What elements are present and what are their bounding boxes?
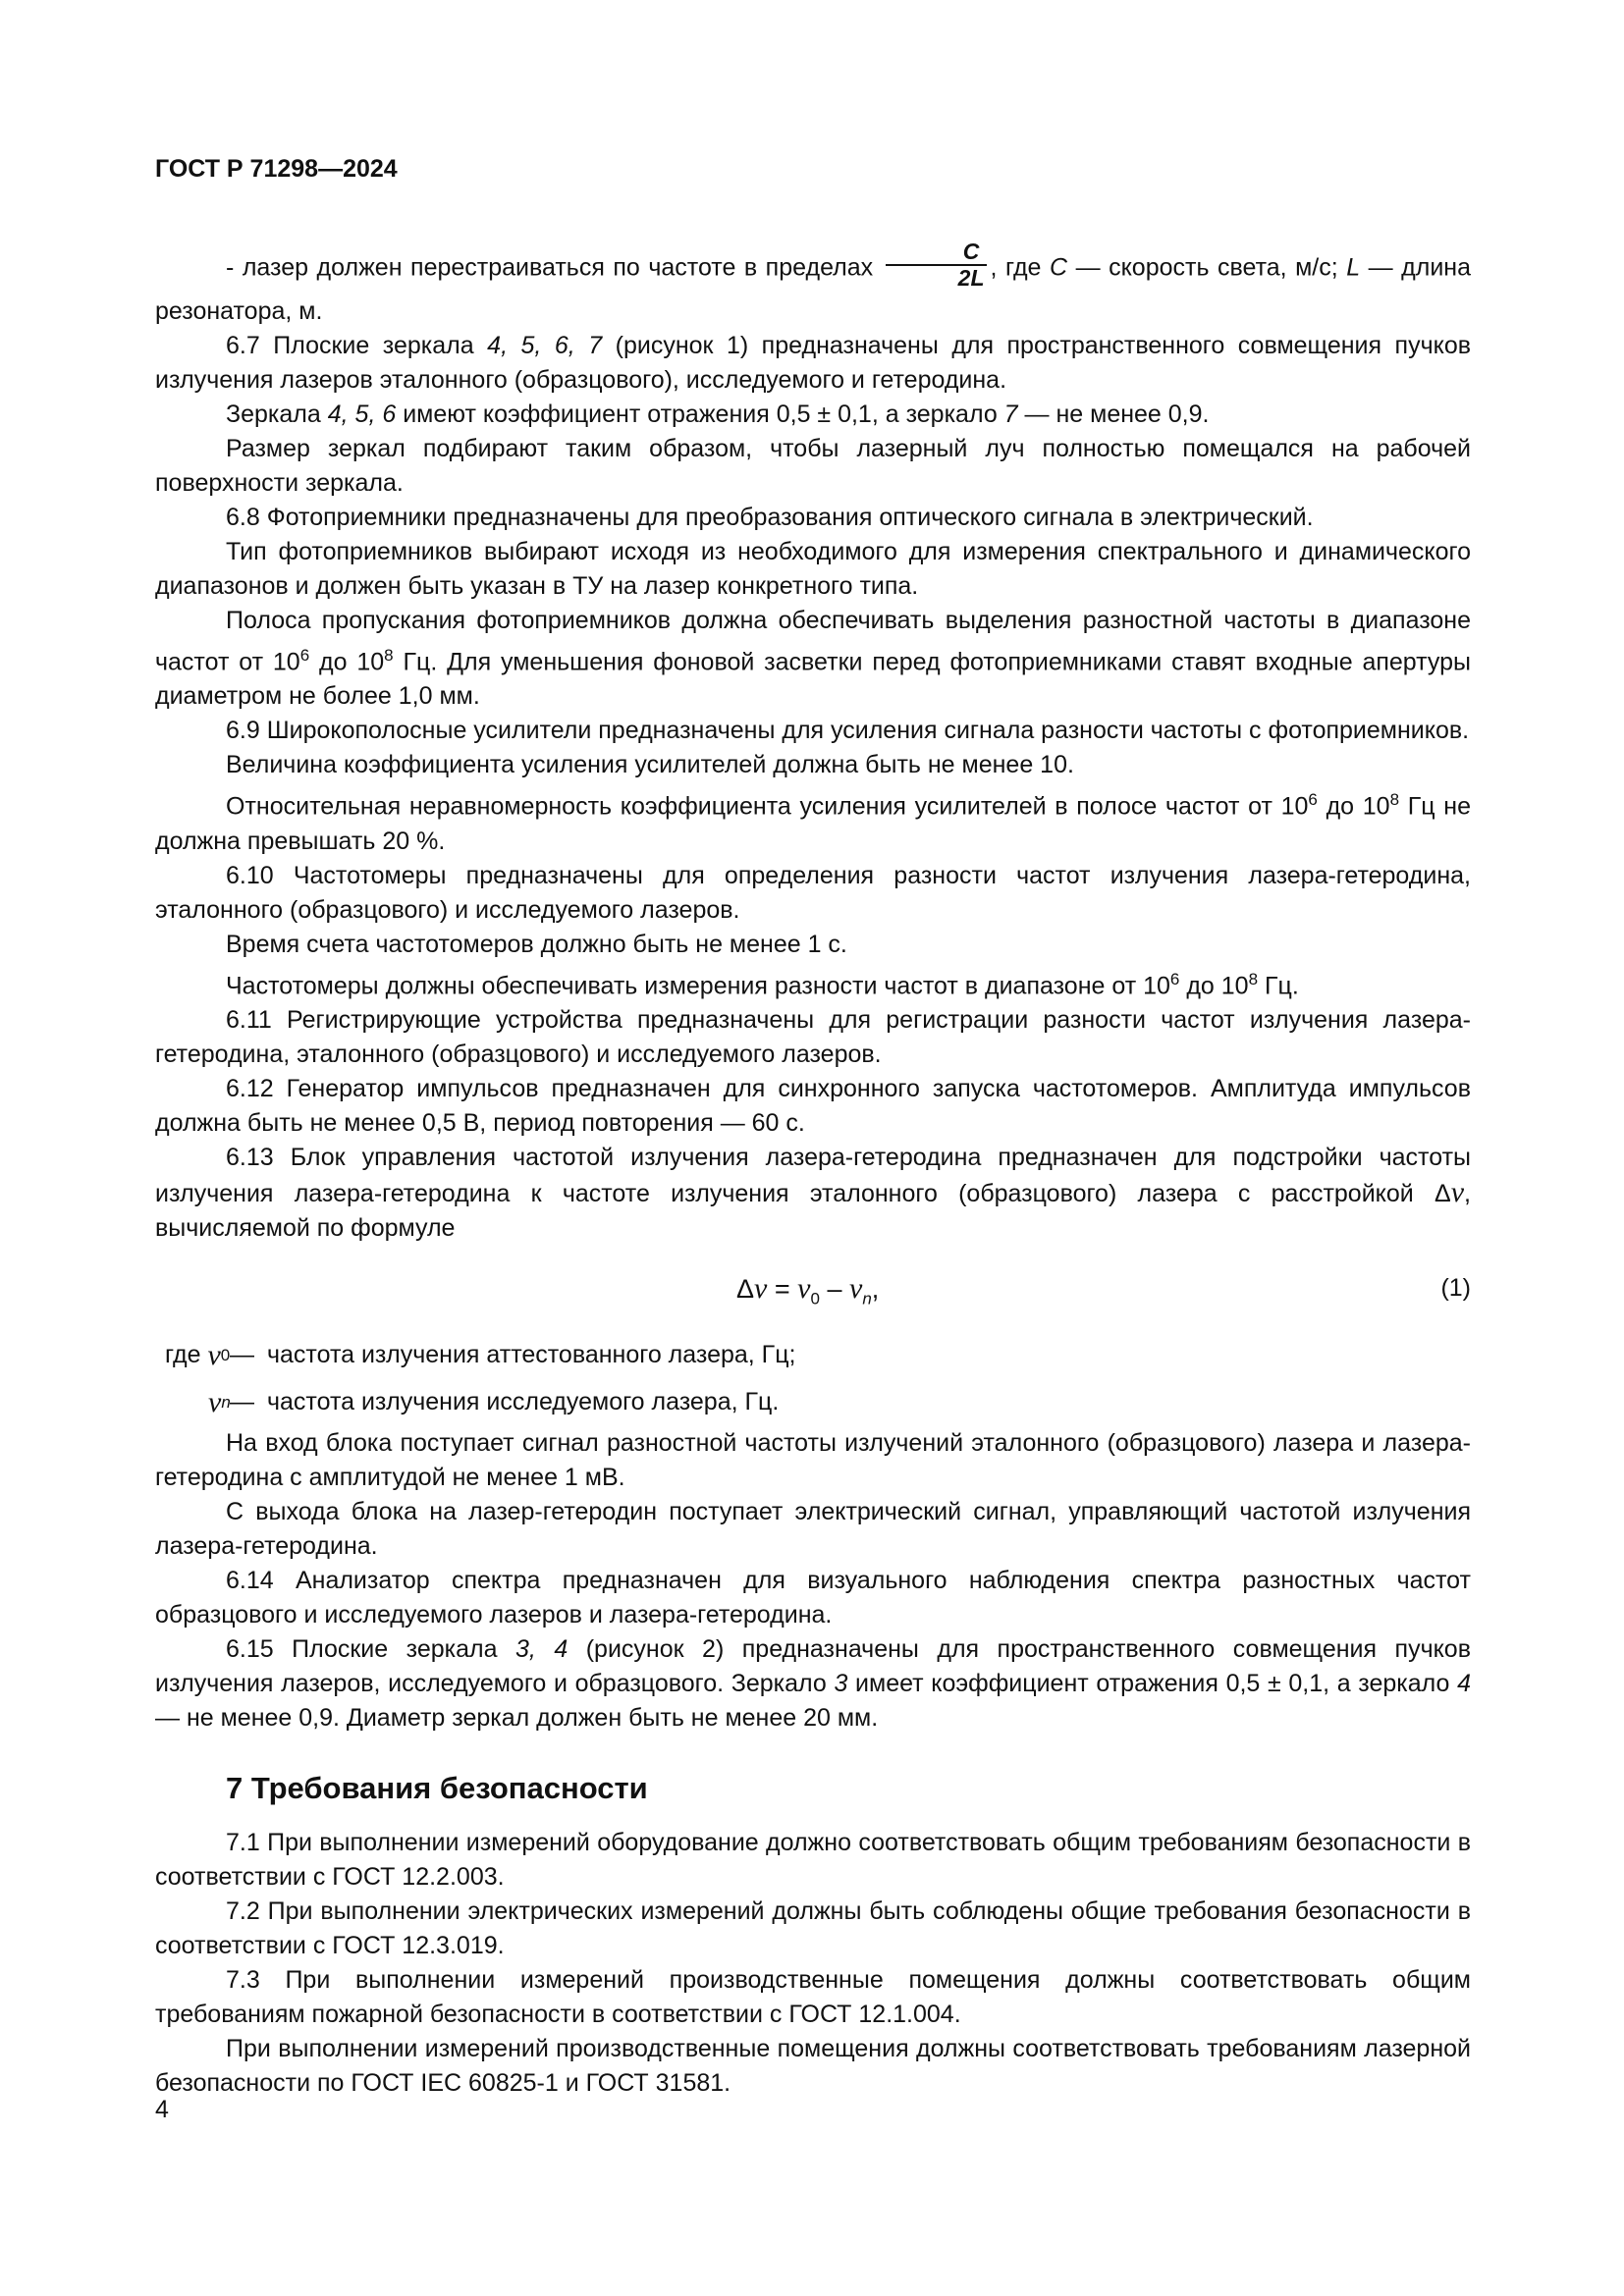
paragraph-6-10: 6.10 Частотомеры предназначены для определения разности частот излучения лазера-гетеродина, эталонного (образцового) и исследуемого лазеров. bbox=[155, 861, 1471, 924]
paragraph-block-output: С выхода блока на лазер-гетеродин поступает электрический сигнал, управляющий частотой излучения лазера-гетеродина. bbox=[155, 1497, 1471, 1560]
legend-text: частота излучения аттестованного лазера, Гц; bbox=[267, 1341, 796, 1369]
formula-1 bbox=[155, 1259, 1471, 1332]
section-title-7: 7 Требования безопасности bbox=[226, 1770, 648, 1805]
paragraph-6-7: 6.7 Плоские зеркала 4, 5, 6, 7 (рисунок 1) предназначены для пространственного совмещения пучков излучения лазеров эталонного (образцового), исследуемого и гетеродина. bbox=[155, 332, 1472, 394]
document-body bbox=[155, 239, 1472, 2101]
paragraph-laser-tuning: - лазер должен перестраиваться по частоте в пределах $\frac{C}{2L}$ , где C — скорость света, м/с; L — длина резонатора, м. bbox=[155, 239, 1471, 325]
paragraph-block-input: На вход блока поступает сигнал разностной частоты излучений эталонного (образцового) лазера и лазера-гетеродина с амплитудой не менее 1 мВ. bbox=[155, 1428, 1471, 1491]
paragraph-photodetector-band: Полоса пропускания фотоприемников должна обеспечивать выделения разностной частоты в диапазоне частот от $10^6$ до $10^8$ Гц. Для уменьшения фоновой засветки перед фотоприемниками ставят входные апертуры диаметром не более 1,0 мм. bbox=[155, 607, 1471, 711]
paragraph-6-12: 6.12 Генератор импульсов предназначен для синхронного запуска частотомеров. Амплитуда импульсов должна быть не менее 0,5 В, период повторения — 60 с. bbox=[155, 1074, 1471, 1137]
paragraph-mirror-size: Размер зеркал подбирают таким образом, чтобы лазерный луч полностью помещался на рабочей поверхности зеркала. bbox=[155, 435, 1471, 497]
paragraph-6-11: 6.11 Регистрирующие устройства предназначены для регистрации разности частот излучения лазера-гетеродина, эталонного (образцового) и исследуемого лазеров. bbox=[155, 1005, 1471, 1068]
paragraph-6-8: 6.8 Фотоприемники предназначены для преобразования оптического сигнала в электрический. bbox=[226, 504, 1314, 531]
legend-symbol: ν n bbox=[208, 1386, 231, 1419]
document-header: ГОСТ Р 71298—2024 bbox=[155, 155, 398, 183]
legend-dash: — bbox=[230, 1341, 254, 1369]
paragraph-7-2: 7.2 При выполнении электрических измерений должны быть соблюдены общие требования безопасности в соответствии с ГОСТ 12.3.019. bbox=[155, 1896, 1471, 1959]
formula-number: (1) bbox=[1440, 1273, 1471, 1302]
paragraph-6-15: 6.15 Плоские зеркала 3, 4 (рисунок 2) предназначены для пространственного совмещения пучков излучения лазеров, исследуемого и образцового. Зеркало 3 имеет коэффициент отражения 0,5 ± 0,1, а зеркало 4 — не менее 0,9. Диаметр зеркал должен быть не менее 20 мм. bbox=[155, 1634, 1472, 1732]
legend-text: частота излучения исследуемого лазера, Гц. bbox=[267, 1388, 780, 1416]
legend-symbol: где ν 0 bbox=[165, 1339, 231, 1372]
formula-legend bbox=[165, 1332, 1471, 1426]
paragraph-laser-safety: При выполнении измерений производственные помещения должны соответствовать требованиям лазерной безопасности по ГОСТ IEC 60825-1 и ГОСТ 31581. bbox=[155, 2034, 1471, 2097]
paragraph-counter-range: Частотомеры должны обеспечивать измерения разности частот в диапазоне от $10^6$ до $10^8$ Гц. bbox=[226, 969, 1299, 999]
paragraph-count-time: Время счета частотомеров должно быть не менее 1 с. bbox=[226, 930, 847, 958]
fraction-c-over-2l: $\frac{C}{2L}$ bbox=[886, 240, 987, 291]
page-number: 4 bbox=[155, 2096, 169, 2123]
paragraph-mirror-reflect: Зеркала 4, 5, 6 имеют коэффициент отражения 0,5 ± 0,1, а зеркало 7 — не менее 0,9. bbox=[226, 400, 1210, 428]
paragraph-photodetector-type: Тип фотоприемников выбирают исходя из необходимого для измерения спектрального и динамического диапазонов и должен быть указан в ТУ на лазер конкретного типа. bbox=[155, 538, 1471, 600]
paragraph-6-9: 6.9 Широкополосные усилители предназначены для усиления сигнала разности частоты с фотоприемников. bbox=[226, 717, 1470, 745]
formula-expression: $\Delta\nu = \nu_0 - \nu_n$, bbox=[736, 1271, 880, 1308]
paragraph-7-3: 7.3 При выполнении измерений производственные помещения должны соответствовать общим требованиям пожарной безопасности в соответствии с ГОСТ 12.1.004. bbox=[155, 1965, 1471, 2028]
paragraph-gain: Величина коэффициента усиления усилителей должна быть не менее 10. bbox=[226, 751, 1074, 779]
paragraph-7-1: 7.1 При выполнении измерений оборудование должно соответствовать общим требованиям безопасности в соответствии с ГОСТ 12.2.003. bbox=[155, 1828, 1471, 1891]
paragraph-6-14: 6.14 Анализатор спектра предназначен для визуального наблюдения спектра разностных частот образцового и исследуемого лазеров и лазера-гетеродина. bbox=[155, 1566, 1471, 1629]
paragraph-gain-flatness: Относительная неравномерность коэффициента усиления усилителей в полосе частот от $10^6$ до $10^8$ Гц не должна превышать 20 %. bbox=[155, 790, 1471, 855]
paragraph-6-13: 6.13 Блок управления частотой излучения лазера-гетеродина предназначен для подстройки частоты излучения лазера-гетеродина к частоте излучения эталонного (образцового) лазера с расстройкой Δν, вычисляемой по формуле bbox=[155, 1143, 1471, 1242]
legend-dash: — bbox=[230, 1388, 254, 1416]
